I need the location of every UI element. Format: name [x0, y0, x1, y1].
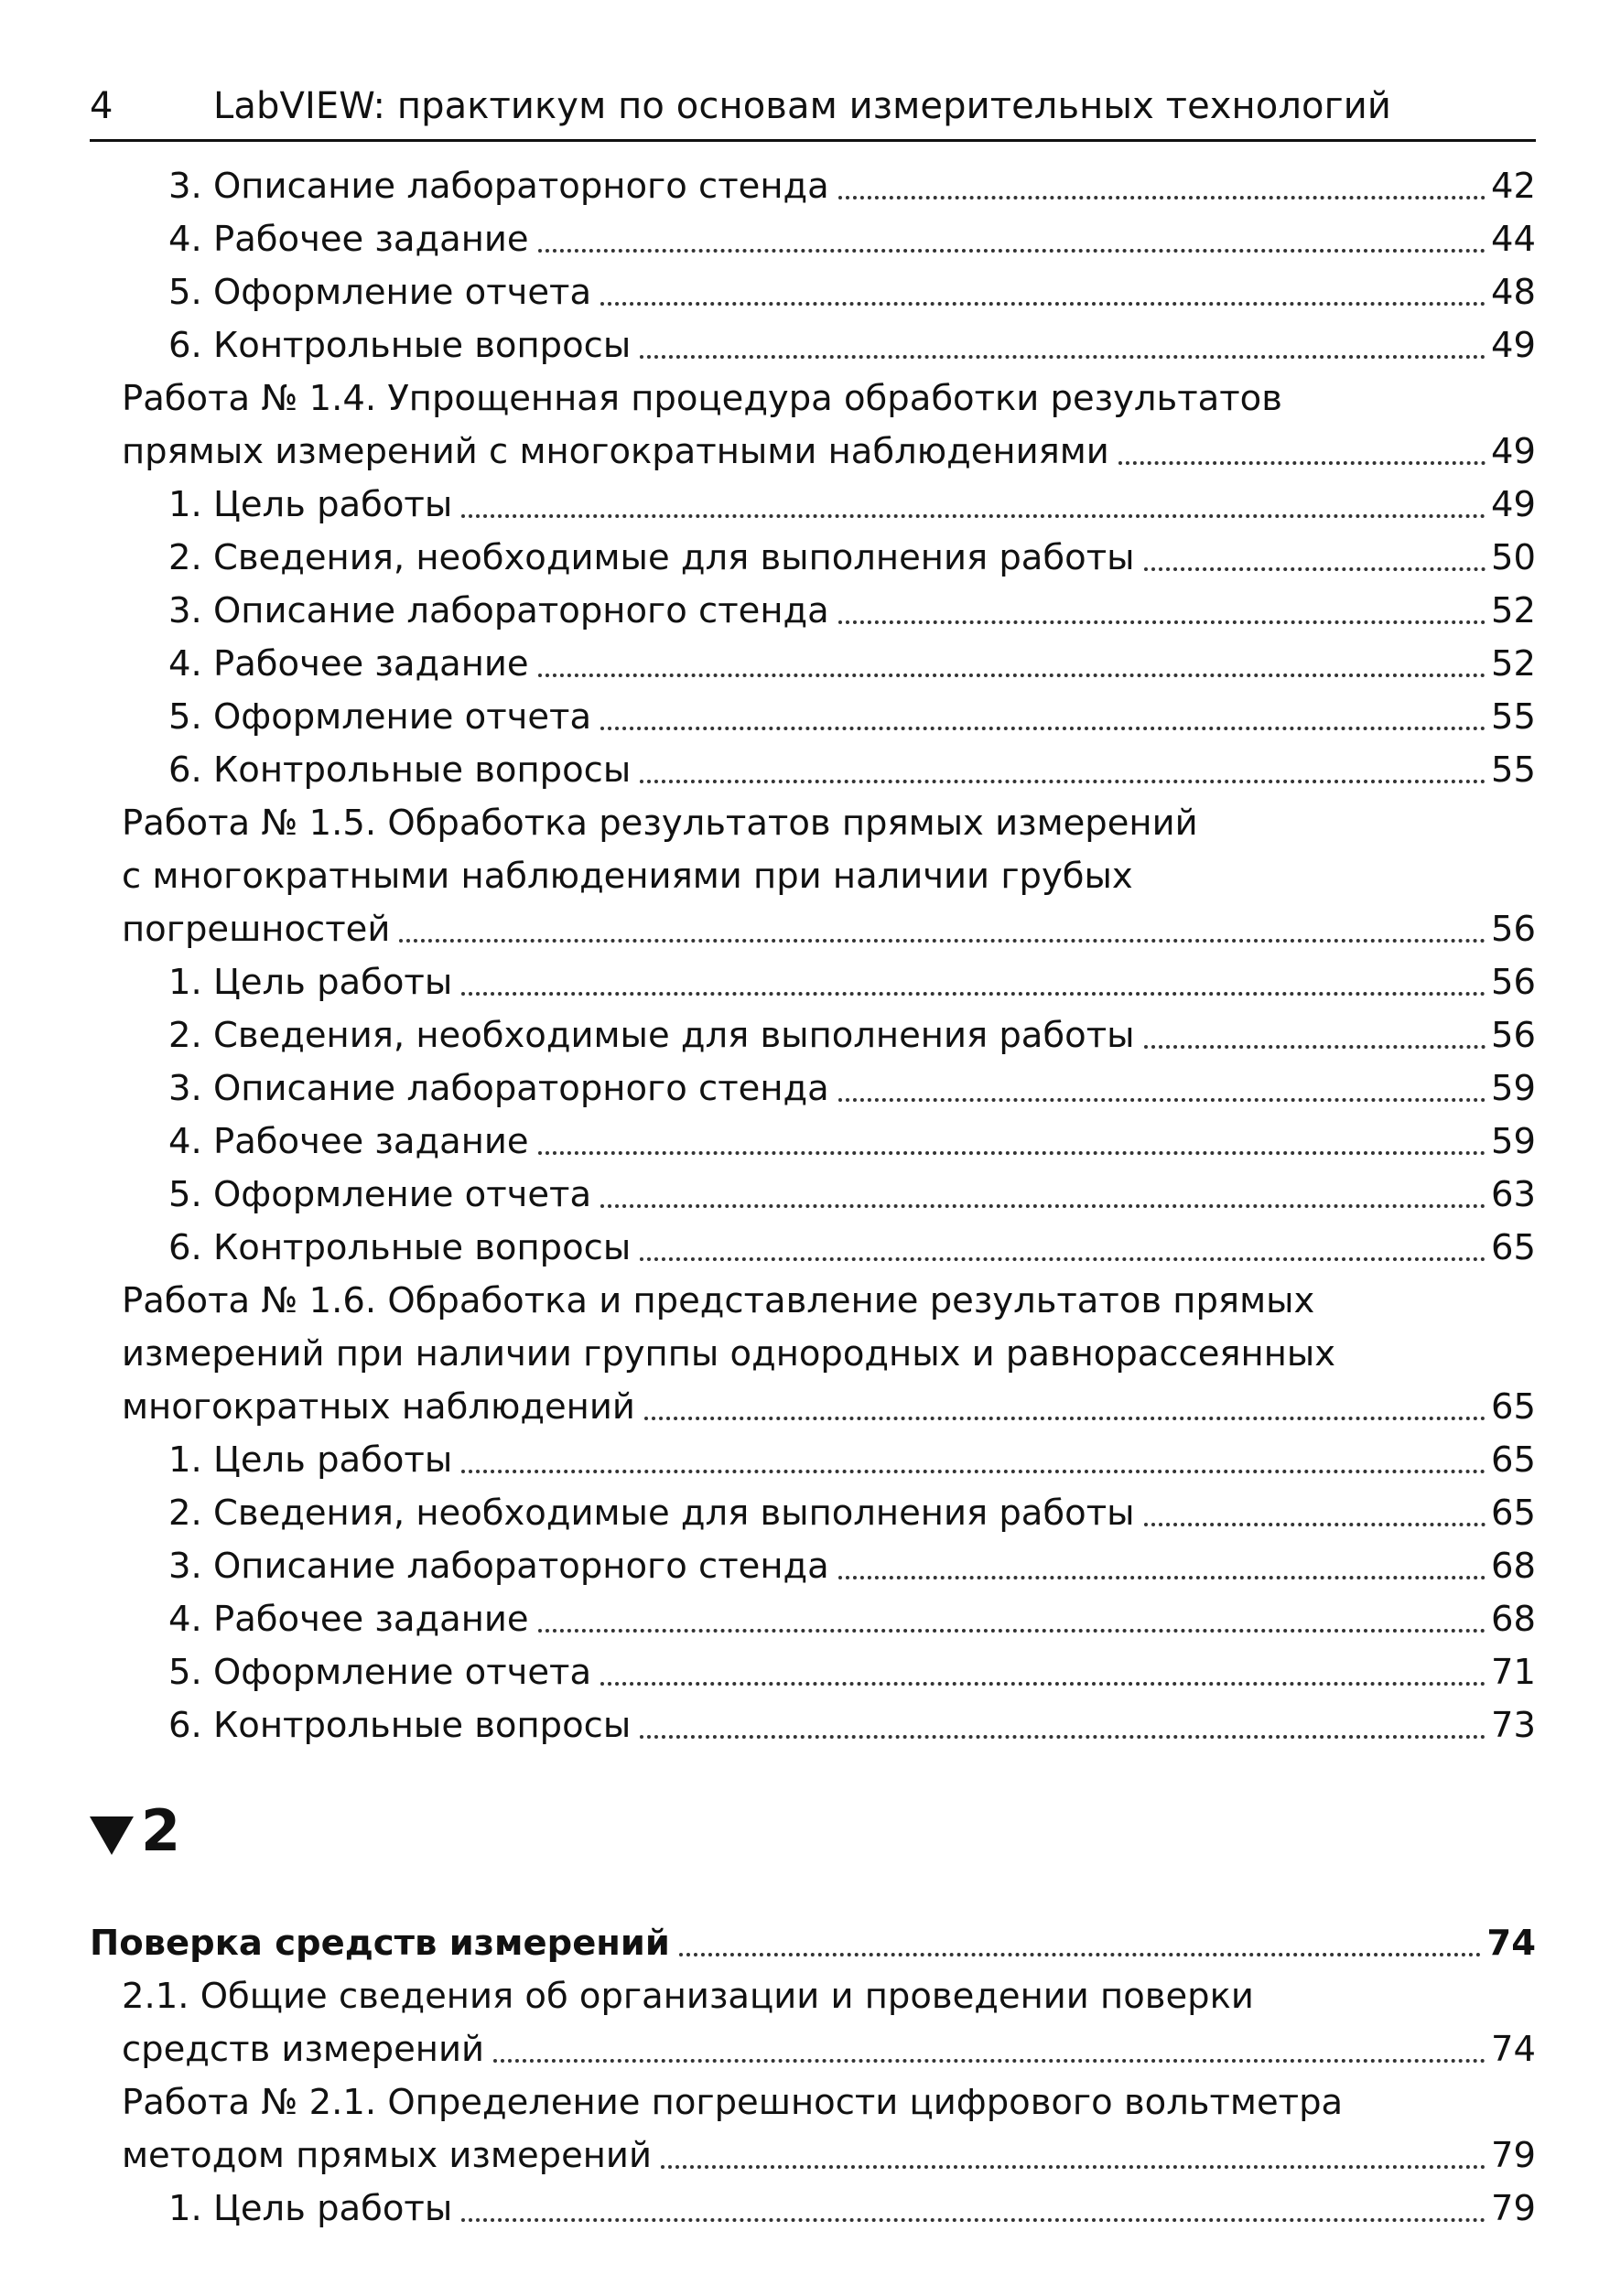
toc-entry	[90, 1917, 1536, 1970]
toc-entry	[90, 532, 1536, 585]
toc-entry-page: 74	[1491, 2029, 1536, 2070]
toc-entry-title: 3. Описание лабораторного стенда	[168, 590, 829, 631]
toc-entry	[90, 2183, 1536, 2236]
toc-entry	[90, 1222, 1536, 1275]
toc-entry	[90, 1009, 1536, 1062]
toc-entry-title: 1. Цель работы	[168, 484, 453, 525]
toc-entry-title: 2. Сведения, необходимые для выполнения работы	[168, 1493, 1135, 1534]
toc-entry-title: 5. Оформление отчета	[168, 1174, 592, 1215]
toc-entry-title: 5. Оформление отчета	[168, 696, 592, 738]
toc-entry	[90, 1381, 1536, 1434]
dot-leader	[640, 1735, 1486, 1739]
toc-entry	[90, 1593, 1536, 1646]
toc-entry-page: 49	[1491, 325, 1536, 366]
toc-entry	[90, 479, 1536, 532]
toc-entry-page: 68	[1491, 1599, 1536, 1640]
toc-entry-page: 55	[1491, 696, 1536, 738]
toc-entry-title: 1. Цель работы	[168, 962, 453, 1003]
document-page	[90, 73, 1536, 2236]
toc-entry-title: 3. Описание лабораторного стенда	[168, 1068, 829, 1109]
dot-leader	[1144, 567, 1486, 571]
toc-entry-title: 6. Контрольные вопросы	[168, 749, 632, 791]
dot-leader	[679, 1953, 1482, 1956]
toc-entry-page: 59	[1491, 1121, 1536, 1162]
toc-entry-title: 2.1. Общие сведения об организации и проведении поверки	[122, 1976, 1254, 2017]
toc-entry	[90, 426, 1536, 479]
toc-entry-page: 52	[1491, 643, 1536, 684]
dot-leader	[1118, 461, 1486, 465]
toc-entry	[90, 2023, 1536, 2076]
dot-leader	[538, 249, 1486, 253]
running-title: LabVIEW: практикум по основам измерительных технологий	[213, 85, 1391, 127]
dot-leader	[644, 1417, 1486, 1420]
toc-entry-title: 5. Оформление отчета	[168, 272, 592, 313]
toc-entry-title: 4. Рабочее задание	[168, 219, 529, 260]
toc-entry-title: 2. Сведения, необходимые для выполнения работы	[168, 1015, 1135, 1056]
toc-entry-title: многократных наблюдений	[122, 1386, 635, 1428]
toc-entry	[90, 1646, 1536, 1699]
toc-entry	[90, 1540, 1536, 1593]
toc-entry-title: 5. Оформление отчета	[168, 1652, 592, 1693]
toc-entry	[90, 797, 1536, 850]
toc-entry-page: 42	[1491, 166, 1536, 207]
toc-entry-page: 52	[1491, 590, 1536, 631]
dot-leader	[1144, 1045, 1486, 1049]
running-header	[90, 73, 1536, 142]
toc-entry	[90, 2129, 1536, 2183]
dot-leader	[600, 727, 1486, 730]
toc-entry-title: прямых измерений с многократными наблюдениями	[122, 431, 1109, 472]
dot-leader	[600, 1204, 1486, 1208]
toc-entry-title: с многократными наблюдениями при наличии грубых	[122, 856, 1133, 897]
dot-leader	[600, 302, 1486, 306]
dot-leader	[600, 1682, 1486, 1686]
toc-entry-title: 3. Описание лабораторного стенда	[168, 1546, 829, 1587]
toc-entry	[90, 1487, 1536, 1540]
toc-entry	[90, 850, 1536, 903]
toc-entry-page: 50	[1491, 537, 1536, 578]
toc-entry-title: 4. Рабочее задание	[168, 1121, 529, 1162]
toc-entry-title: средств измерений	[122, 2029, 484, 2070]
dot-leader	[538, 674, 1486, 677]
dot-leader	[640, 780, 1486, 783]
dot-leader	[640, 1257, 1486, 1261]
toc-entry-title: Поверка средств измерений	[90, 1923, 670, 1964]
chapter-number: 2	[141, 1797, 181, 1864]
toc-entry-page: 65	[1491, 1386, 1536, 1428]
toc-entry	[90, 2076, 1536, 2129]
toc-entry-page: 44	[1491, 219, 1536, 260]
toc-entry-page: 49	[1491, 484, 1536, 525]
dot-leader	[461, 2218, 1486, 2222]
toc-entry	[90, 1116, 1536, 1169]
dot-leader	[1144, 1523, 1486, 1526]
toc-entry-page: 55	[1491, 749, 1536, 791]
toc-entry-page: 56	[1491, 1015, 1536, 1056]
toc-section-1	[90, 160, 1536, 1752]
toc-entry	[90, 319, 1536, 372]
toc-entry-title: погрешностей	[122, 909, 391, 950]
chapter-heading	[90, 1752, 1536, 1917]
dot-leader	[640, 355, 1486, 359]
toc-entry-title: Работа № 1.4. Упрощенная процедура обработки результатов	[122, 378, 1282, 419]
toc-entry	[90, 1275, 1536, 1328]
toc-entry-title: 6. Контрольные вопросы	[168, 325, 632, 366]
dot-leader	[838, 1576, 1486, 1579]
toc-entry-page: 59	[1491, 1068, 1536, 1109]
toc-entry	[90, 1328, 1536, 1381]
toc-entry-title: 6. Контрольные вопросы	[168, 1227, 632, 1268]
toc-entry-page: 48	[1491, 272, 1536, 313]
toc-entry	[90, 213, 1536, 266]
toc-entry	[90, 1970, 1536, 2023]
toc-entry-page: 73	[1491, 1705, 1536, 1746]
dot-leader	[838, 620, 1486, 624]
toc-entry-title: 3. Описание лабораторного стенда	[168, 166, 829, 207]
toc-entry-page: 65	[1491, 1439, 1536, 1481]
toc-entry-title: 6. Контрольные вопросы	[168, 1705, 632, 1746]
toc-entry-title: 1. Цель работы	[168, 2188, 453, 2229]
toc-entry	[90, 1062, 1536, 1116]
toc-entry-page: 49	[1491, 431, 1536, 472]
toc-entry-title: 4. Рабочее задание	[168, 1599, 529, 1640]
toc-entry	[90, 160, 1536, 213]
dot-leader	[838, 1098, 1486, 1102]
toc-entry-page: 68	[1491, 1546, 1536, 1587]
toc-entry-title: Работа № 2.1. Определение погрешности цифрового вольтметра	[122, 2082, 1344, 2123]
toc-entry-title: 1. Цель работы	[168, 1439, 453, 1481]
toc-entry-title: Работа № 1.5. Обработка результатов прямых измерений	[122, 803, 1198, 844]
dot-leader	[399, 939, 1486, 943]
page-number: 4	[90, 85, 113, 127]
dot-leader	[661, 2165, 1486, 2169]
toc-entry-title: измерений при наличии группы однородных и равнорассеянных	[122, 1333, 1336, 1374]
toc-entry	[90, 1434, 1536, 1487]
toc-entry-page: 79	[1491, 2188, 1536, 2229]
dot-leader	[538, 1151, 1486, 1155]
toc-entry-title: Работа № 1.6. Обработка и представление результатов прямых	[122, 1280, 1315, 1321]
toc-entry-title: методом прямых измерений	[122, 2135, 652, 2176]
toc-entry-page: 63	[1491, 1174, 1536, 1215]
toc-entry-page: 65	[1491, 1493, 1536, 1534]
toc-entry	[90, 1169, 1536, 1222]
toc-entry	[90, 903, 1536, 956]
toc-entry-title: 2. Сведения, необходимые для выполнения работы	[168, 537, 1135, 578]
dot-leader	[461, 514, 1486, 518]
toc-entry	[90, 691, 1536, 744]
toc-section-2	[90, 1917, 1536, 2236]
dot-leader	[838, 196, 1486, 199]
dot-leader	[493, 2059, 1486, 2063]
toc-entry	[90, 372, 1536, 426]
toc-entry-page: 65	[1491, 1227, 1536, 1268]
toc-entry-page: 74	[1486, 1923, 1536, 1964]
toc-entry	[90, 266, 1536, 319]
dot-leader	[538, 1629, 1486, 1633]
toc-entry	[90, 1699, 1536, 1752]
toc-entry	[90, 956, 1536, 1009]
toc-entry-title: 4. Рабочее задание	[168, 643, 529, 684]
toc-entry-page: 56	[1491, 962, 1536, 1003]
toc-entry	[90, 744, 1536, 797]
triangle-marker-icon	[90, 1816, 134, 1855]
dot-leader	[461, 1470, 1486, 1473]
toc-entry-page: 56	[1491, 909, 1536, 950]
toc-entry-page: 79	[1491, 2135, 1536, 2176]
toc-entry	[90, 638, 1536, 691]
dot-leader	[461, 992, 1486, 996]
toc-entry-page: 71	[1491, 1652, 1536, 1693]
toc-entry	[90, 585, 1536, 638]
